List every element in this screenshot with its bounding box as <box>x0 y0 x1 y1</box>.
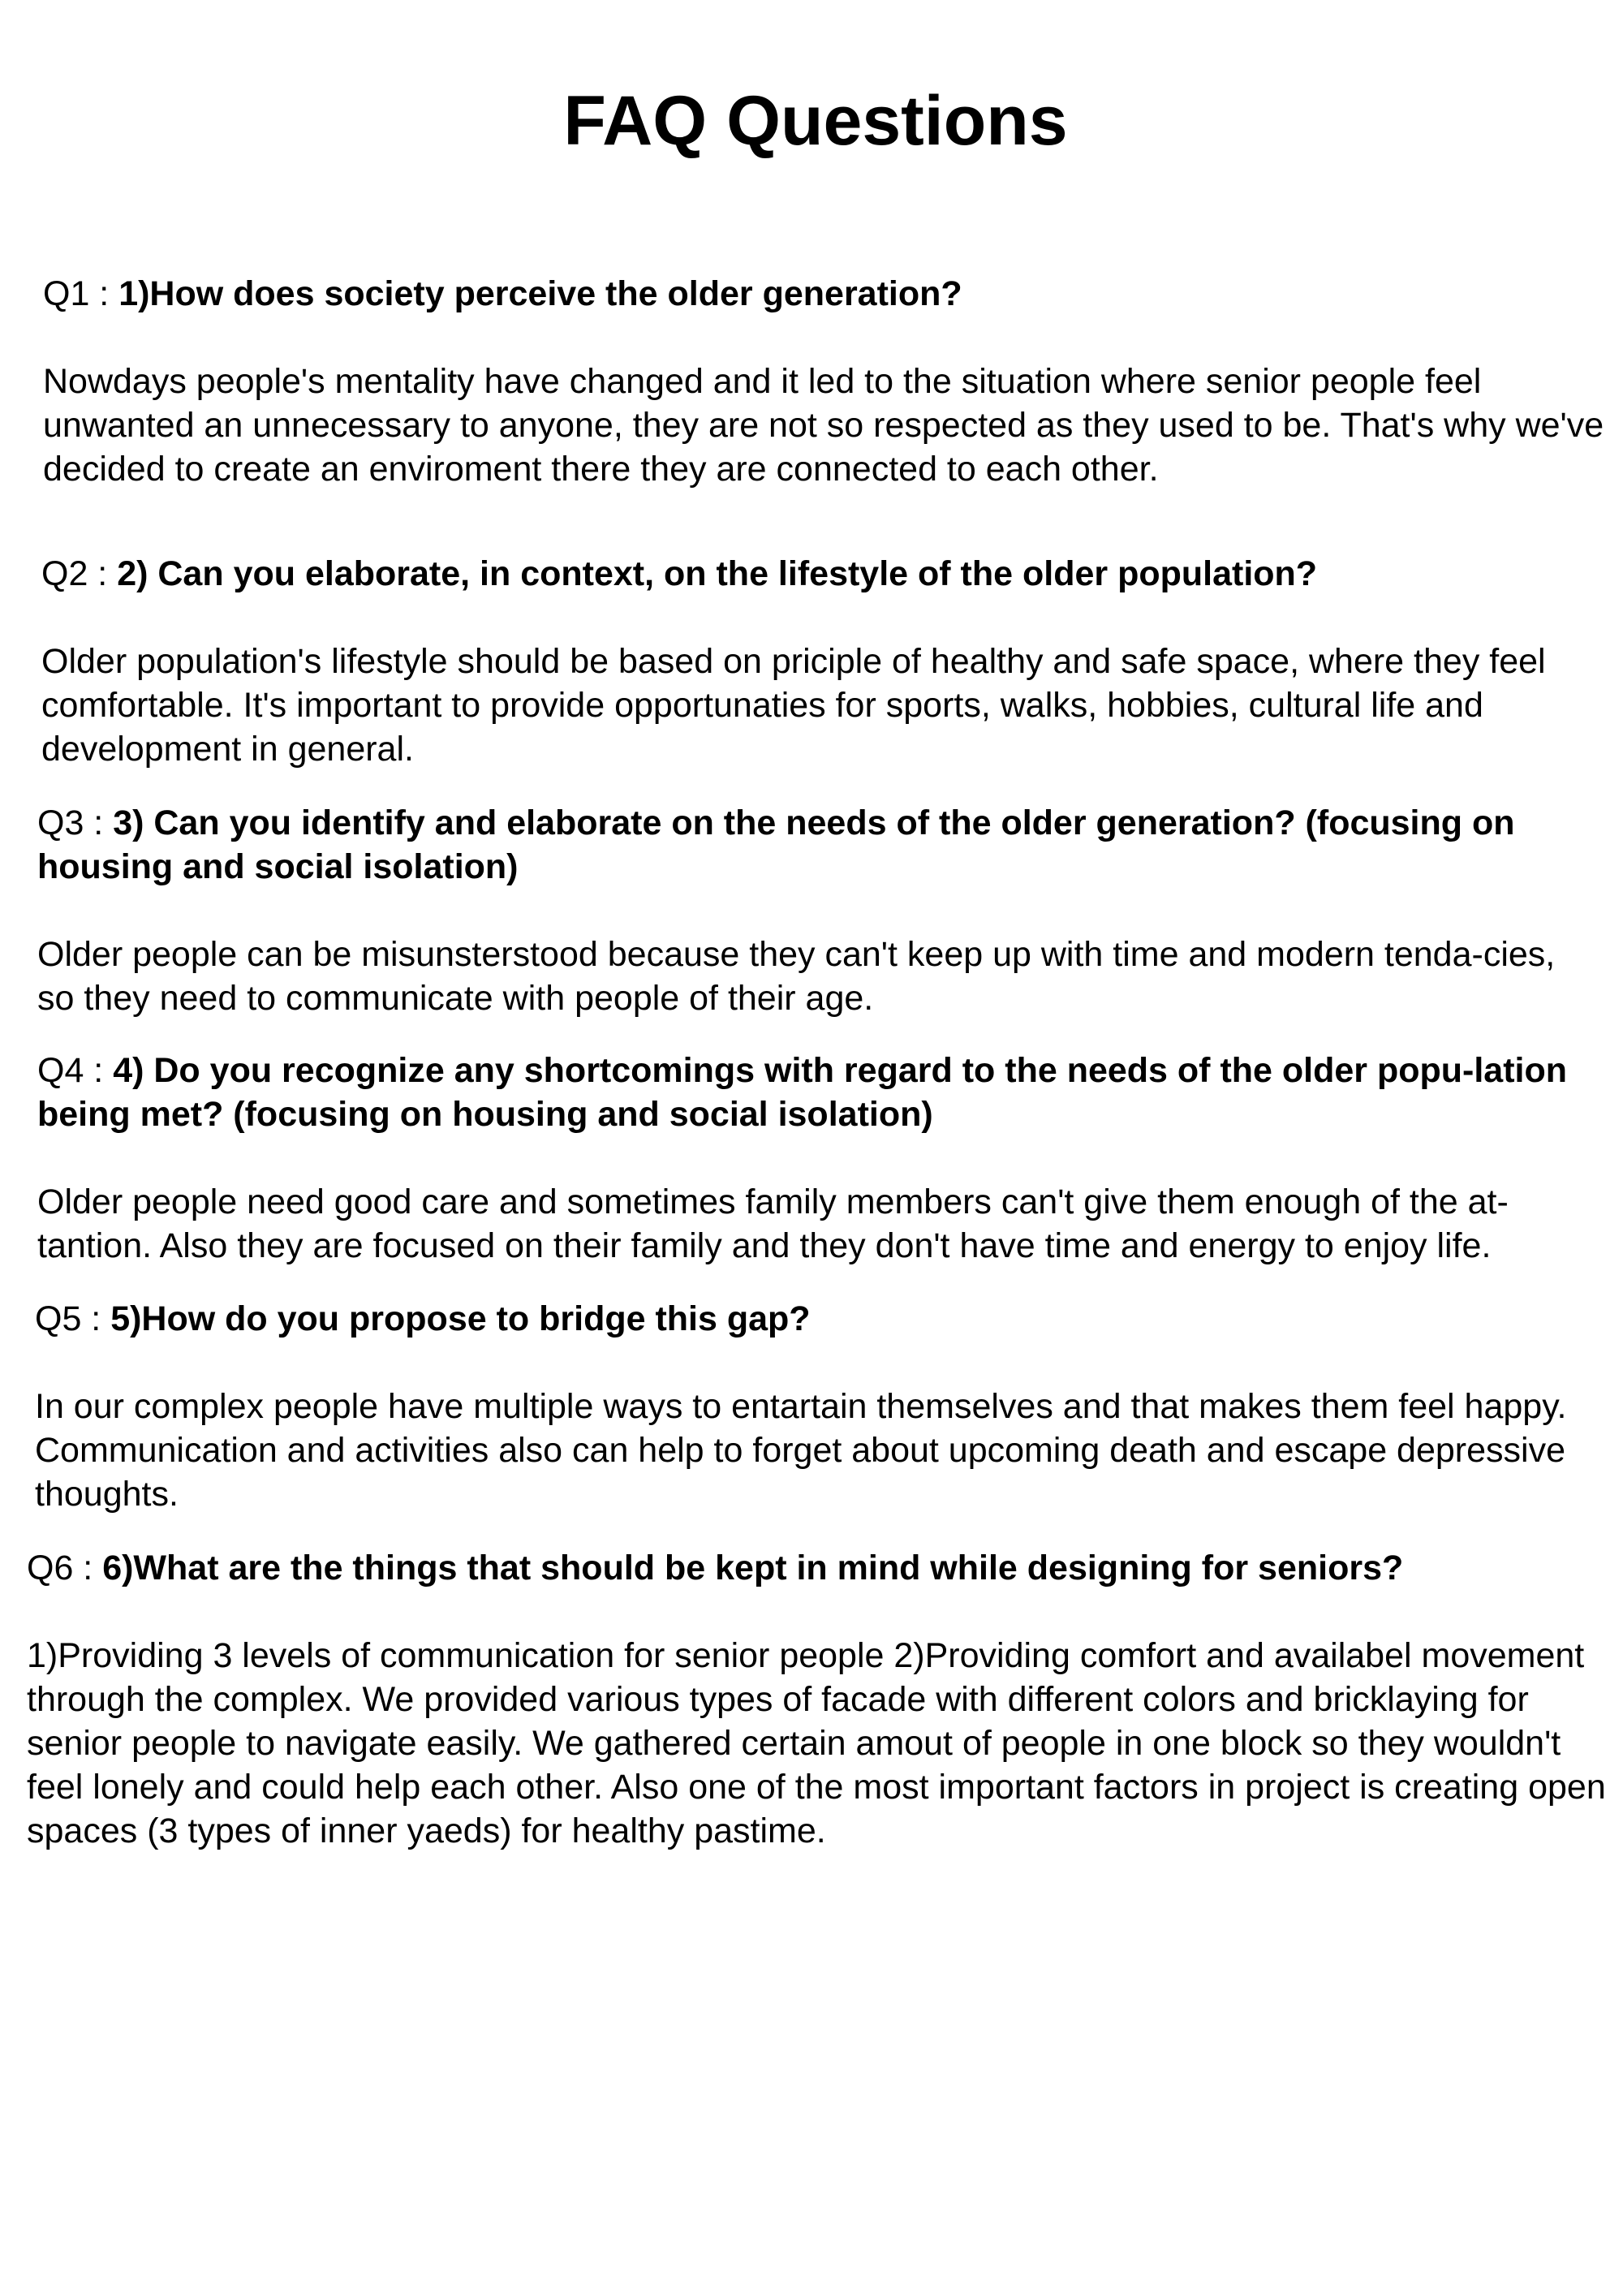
question-number: Q3 : <box>37 803 114 842</box>
answer-2: Older population's lifestyle should be based on priciple of healthy and safe space, where they feel comfortable. It's important to provide opportunaties for sports, walks, hobbies, cultural life and development in general. <box>41 642 1546 769</box>
question-text: 6)What are the things that should be kept in mind while designing for seniors? <box>102 1549 1404 1587</box>
faq-item-3 <box>37 801 1563 1020</box>
faq-item-4 <box>37 1049 1583 1268</box>
answer-4: Older people need good care and sometimes family members can't give them enough of the at-tantion. Also they are focused on their family and they don't have time and energy to enjoy life. <box>37 1182 1509 1265</box>
question-4 <box>37 1049 1583 1136</box>
faq-item-6 <box>27 1546 1609 1853</box>
answer-5: In our complex people have multiple ways to entartain themselves and that makes them feel happy. Communication and activities also can help to forget about upcoming death and escape depressive thoughts. <box>35 1387 1567 1514</box>
question-number: Q5 : <box>35 1299 111 1338</box>
question-number: Q1 : <box>43 274 119 313</box>
question-2 <box>41 552 1623 596</box>
question-5 <box>35 1297 1617 1341</box>
faq-item-1 <box>43 272 1623 491</box>
question-1 <box>43 272 1623 316</box>
answer-6: 1)Providing 3 levels of communication for senior people 2)Providing comfort and availabel movement through the complex. We provided various types of facade with different colors and bricklaying for senior people to navigate easily. We gathered certain amout of people in one block so they wouldn't feel lonely and could help each other. Also one of the most important factors in project is creating open spaces (3 types of inner yaeds) for healthy pastime. <box>27 1636 1606 1850</box>
question-text: 1)How does society perceive the older generation? <box>118 274 962 313</box>
question-number: Q2 : <box>41 554 118 593</box>
answer-1: Nowdays people's mentality have changed and it led to the situation where senior people feel unwanted an unnecessary to anyone, they are not so respected as they used to be. That's why we've decided to create an enviroment there they are connected to each other. <box>43 362 1604 489</box>
answer-3: Older people can be misunsterstood because they can't keep up with time and modern tenda-cies, so they need to communicate with people of their age. <box>37 935 1556 1018</box>
question-text: 3) Can you identify and elaborate on the needs of the older generation? (focusing on housing and social isolation) <box>37 803 1515 886</box>
question-number: Q4 : <box>37 1051 114 1090</box>
question-6 <box>27 1546 1609 1590</box>
question-text: 5)How do you propose to bridge this gap? <box>110 1299 811 1338</box>
question-number: Q6 : <box>27 1549 103 1587</box>
faq-item-2 <box>41 552 1623 771</box>
faq-item-5 <box>35 1297 1617 1516</box>
page-title: FAQ Questions <box>563 82 1068 160</box>
question-3 <box>37 801 1563 889</box>
question-text: 4) Do you recognize any shortcomings with regard to the needs of the older popu-lation being met? (focusing on housing and social isolation) <box>37 1051 1568 1134</box>
question-text: 2) Can you elaborate, in context, on the lifestyle of the older population? <box>117 554 1318 593</box>
